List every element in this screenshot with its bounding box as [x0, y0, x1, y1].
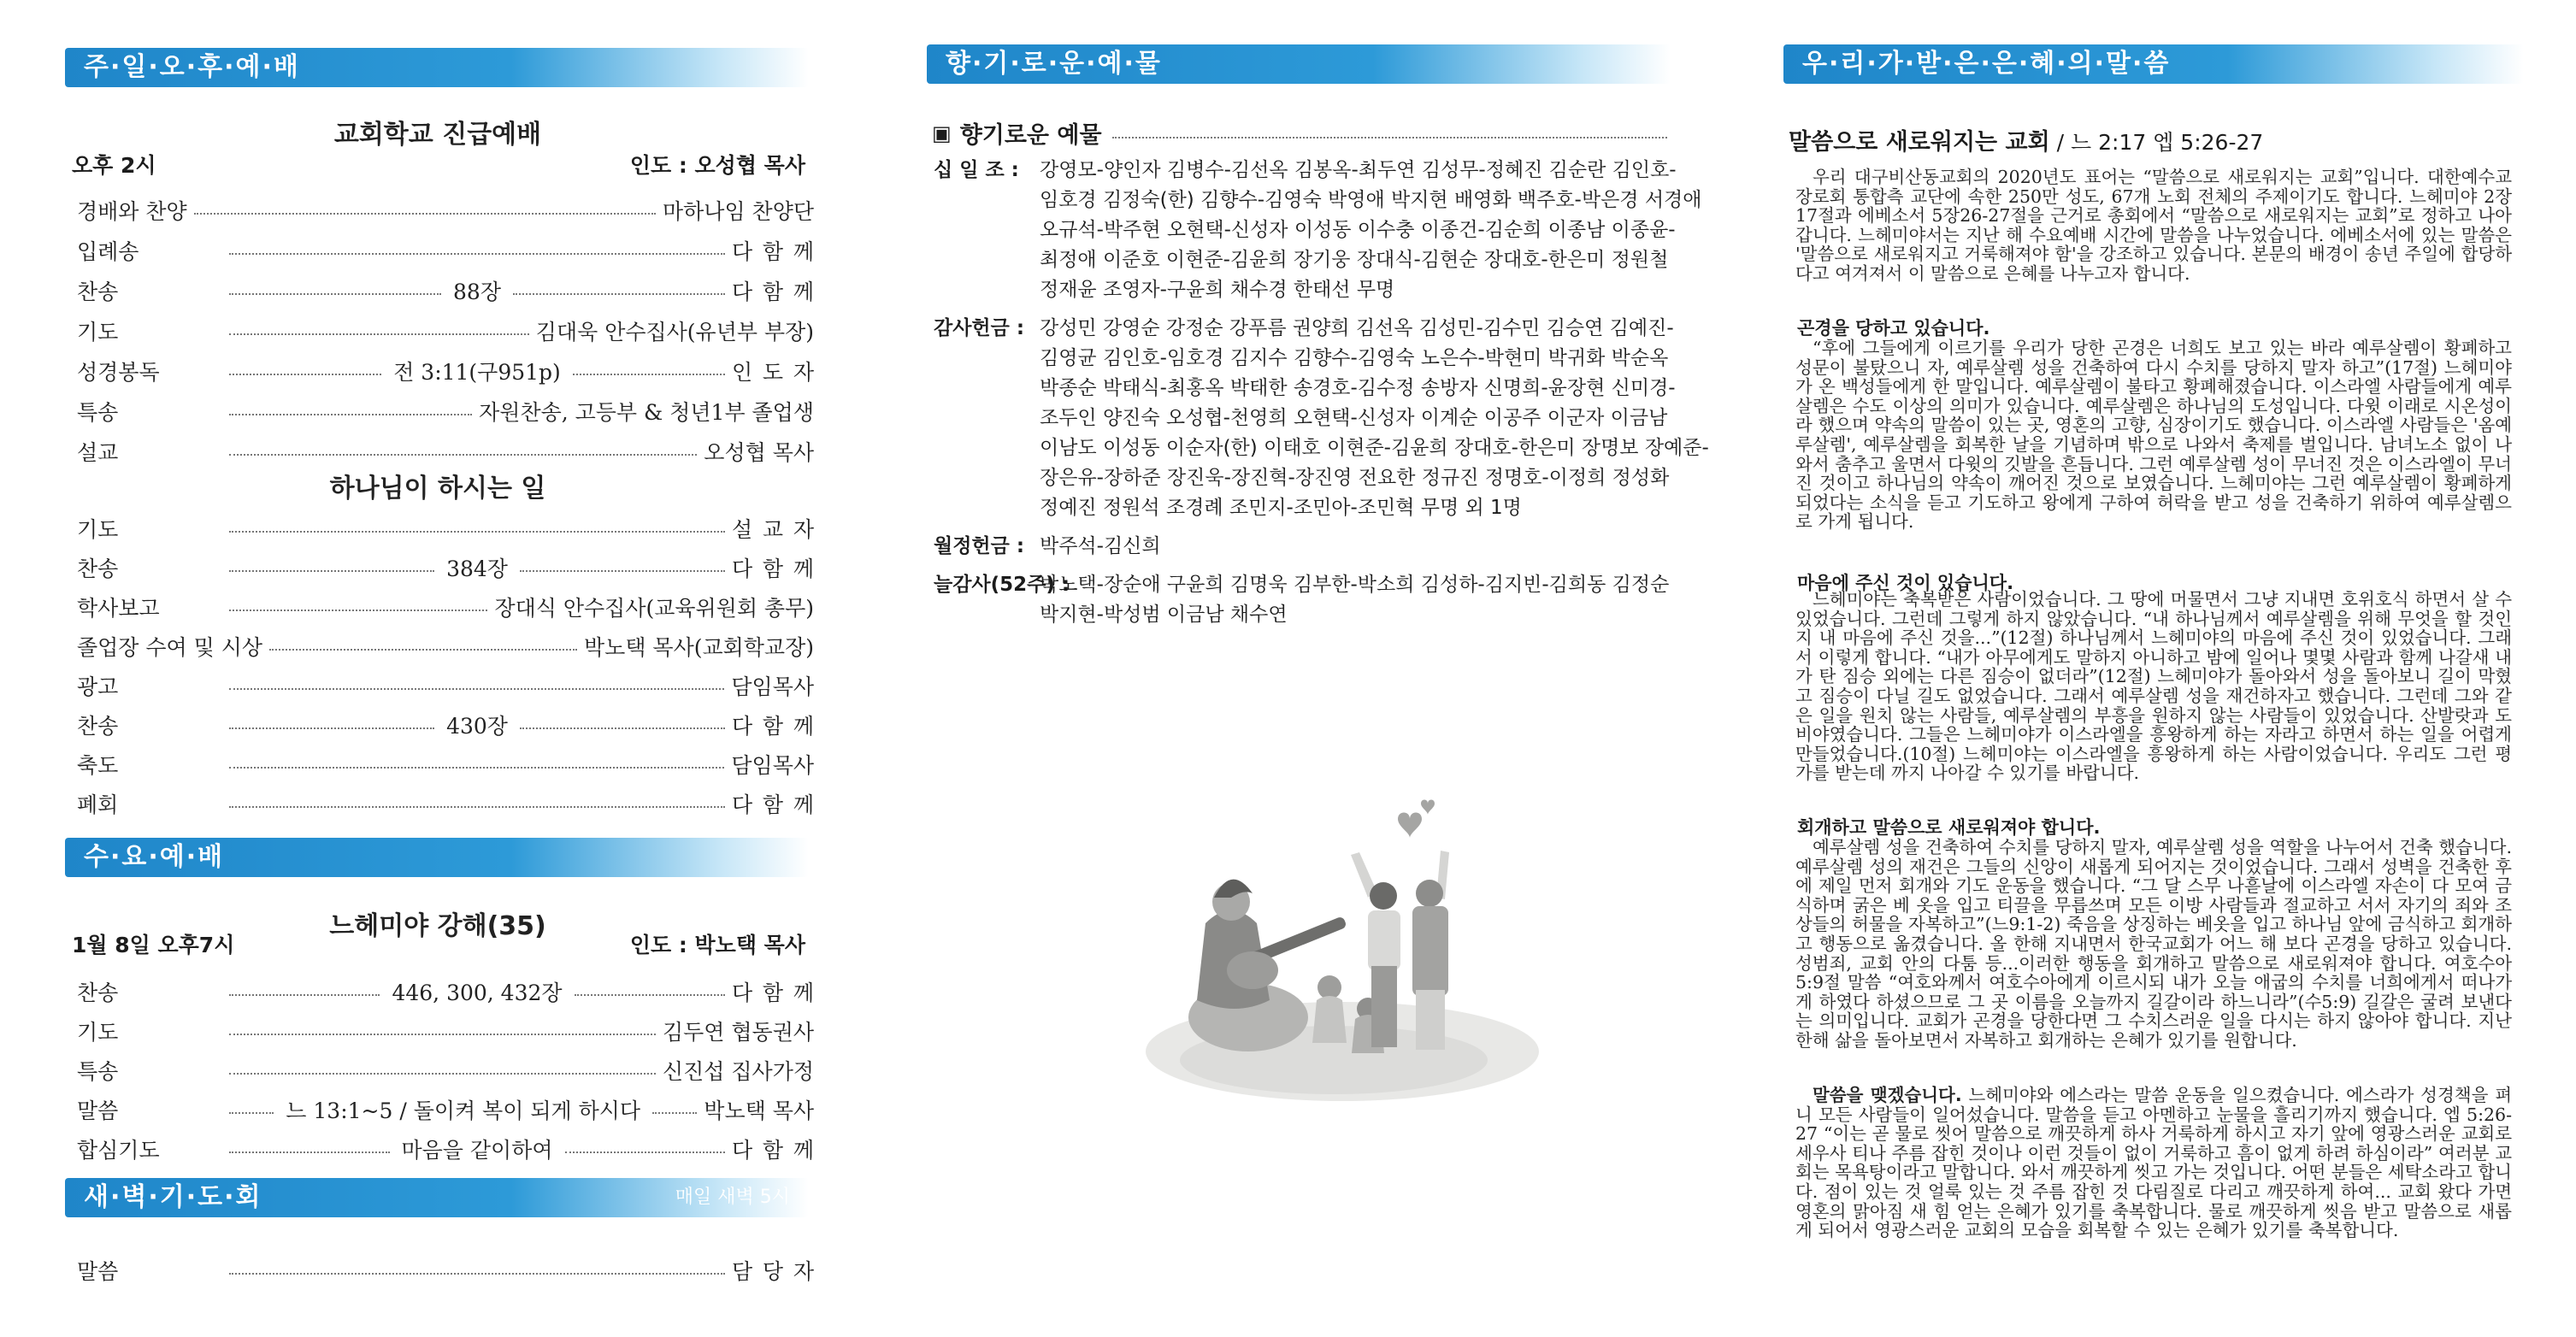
order-label: 설교	[77, 440, 119, 465]
order-leader-dots	[222, 410, 479, 412]
school-worship-title: 교회학교 진급예배	[333, 120, 542, 150]
wednesday-banner	[65, 838, 809, 877]
sermon-heading-1: 곤경을 당하고 있습니다.	[1797, 318, 1990, 339]
sermon-heading-3: 회개하고 말씀으로 새로워져야 합니다.	[1797, 817, 2101, 838]
sermon-intro-paragraph: 우리 대구비산동교회의 2020년도 표어는 “말씀으로 새로워지는 교회”입니다. 대한예수교장로회 통합측 교단에 속한 250만 성도, 67개 노회 전체의 주제이기도 합니다. 느헤미야 2장17절과 에베소서 5장26-27절을 근거로 총회에서 “말씀으로 새로워지는 교회”로 정하고 나아갑니다. 느헤미야서는 지난 해 수요예배 시간에 말씀을 나누었습니다. 에베소서에 있는 말씀은 '말씀으로 새로워지고 거룩해져야 함'을 강조하고 있습니다. 본문의 배경이 송년 주일에 합당하다고 여겨져서 이 말씀으로 은혜를 나누고자 합니다.	[1795, 167, 2512, 284]
order-row	[77, 274, 814, 308]
offering-name-line: 최정애 이준호 이현준-김윤희 장기웅 장대식-김현순 장대호-한은미 정원철	[1040, 249, 1669, 271]
order-responsible: 신진섭 집사가정	[663, 1059, 814, 1084]
title-leader-dots	[1112, 137, 1667, 138]
sermon-paragraph-2: 느헤미야는 축복받은 사람이었습니다. 그 땅에 머물면서 그냥 지내면 호위호식 하면서 살 수 있었습니다. 그런데 그렇게 하지 않았습니다. “내 하나님께서 예루살렘을 위해 무엇을 할 것인지 내 마음에 주신 것을...”(12절) 하나님께서 느헤미야의 마음에 주신 것이 있었습니다. 그래서 이렇게 합니다. “내가 아무에게도 말하지 아니하고 밤에 일어나 몇몇 사람과 함께 나갈새 내가 탄 짐승 외에는 다른 짐승이 없더라”(12절) 느헤미야가 돌아와서 성을 돌아보니 길이 막혔고 짐승이 다닐 길도 없었습니다. 그래서 예루살렘 성을 재건하자고 했습니다. 그런데 그와 같은 일을 원치 않는 사람들, 예루살렘의 부흥을 원하지 않는 사람들이 있었습니다. 산발랏과 도비야였습니다. 그들은 느헤미야가 이스라엘을 흥왕하게 하는 자라고 하면서 하는 일을 어렵게 만들었습니다.(10절) 느헤미야는 이스라엘을 흥왕하게 하는 사람이었습니다. 우리도 그런 평가를 받는데 까지 나아갈 수 있기를 바랍니다.	[1795, 589, 2512, 784]
order-row	[77, 354, 814, 388]
order-label: 특송	[77, 1059, 119, 1084]
order-label: 특송	[77, 400, 119, 425]
order-label: 찬송	[77, 981, 119, 1005]
order-responsible: 인 도 자	[732, 360, 814, 385]
order-leader-dots	[222, 685, 731, 686]
order-responsible: 마하나임 찬양단	[663, 199, 814, 224]
order-label: 찬송	[77, 557, 119, 581]
order-leader-dots	[222, 330, 536, 332]
sunday-pm-banner-text: 주·일·오·후·예·배	[84, 52, 300, 82]
order-label: 찬송	[77, 280, 119, 304]
order-responsible: 담임목사	[731, 674, 814, 699]
offering-name-line: 박종순 박태식-최홍옥 박태한 송경호-김수정 송방자 신명희-윤장현 신미경-	[1040, 377, 1676, 399]
offering-name-line: 정예진 정원석 조경례 조민지-조민아-조민혁 무명 외 1명	[1040, 497, 1522, 519]
order-row	[77, 629, 814, 663]
order-responsible: 김대욱 안수집사(유년부 부장)	[535, 320, 814, 345]
order-row	[77, 1053, 814, 1087]
order-row	[77, 1253, 814, 1287]
order-label: 성경봉독	[77, 360, 160, 385]
sermon-column	[1780, 0, 2524, 1337]
order-leader-dots	[222, 1069, 663, 1071]
worship-order-column	[62, 0, 814, 1337]
school-worship-time: 오후 2시	[72, 153, 156, 178]
offerings-banner-text: 향·기·로·운·예·물	[946, 49, 1162, 79]
grace-banner-text: 우·리·가·받·은·은·혜·의·말·씀	[1802, 49, 2171, 79]
sermon-title	[1789, 123, 2263, 156]
order-row	[77, 975, 814, 1009]
offering-category: 십 일 조 :	[934, 159, 1019, 181]
gods-work-title: 하나님이 하시는 일	[329, 474, 546, 504]
order-label: 기도	[77, 517, 119, 542]
order-responsible: 다 함 께	[732, 239, 814, 264]
order-leader-dots	[222, 527, 732, 529]
offering-group	[934, 314, 1709, 523]
order-responsible: 자원찬송, 고등부 & 청년1부 졸업생	[479, 400, 814, 425]
order-center-text: 430장	[446, 714, 508, 739]
offerings-title	[932, 116, 1667, 150]
offering-name-line: 이남도 이성동 이순자(한) 이태호 이현준-김윤희 장대호-한은미 장명보 장예준-	[1040, 437, 1709, 459]
square-bullet-icon: ▣	[932, 121, 952, 145]
order-row	[77, 708, 814, 742]
offering-name-line: 박노택-장순애 구윤희 김명욱 김부한-박소희 김성하-김지빈-김희동 김정순	[1040, 574, 1670, 596]
order-label: 합심기도	[77, 1138, 160, 1163]
order-center-text: 느 13:1~5 / 돌이켜 복이 되게 하시다	[286, 1098, 641, 1123]
order-responsible: 오성협 목사	[704, 440, 814, 465]
offering-group	[934, 570, 1671, 630]
offering-name-line: 강성민 강영순 강정순 강푸름 권양희 김선옥 김성민-김수민 김승연 김예진-	[1040, 317, 1674, 339]
order-leader-dots	[222, 710, 732, 740]
wednesday-time: 1월 8일 오후7시	[72, 933, 235, 957]
order-responsible: 다 함 께	[732, 792, 814, 817]
order-responsible: 김두연 협동권사	[663, 1020, 814, 1045]
order-row	[77, 590, 814, 624]
offering-group	[934, 532, 1671, 562]
order-leader-dots	[222, 1269, 732, 1271]
order-center-text: 전 3:11(구951p)	[393, 360, 561, 385]
heart-icons	[1398, 800, 1435, 839]
order-responsible: 다 함 께	[732, 280, 814, 304]
offering-names	[1040, 532, 1671, 562]
sermon-paragraph-4-text: 느헤미야와 에스라는 말씀 운동을 일으켰습니다. 에스라가 성경책을 펴니 모든 사람들이 일어섰습니다. 말씀을 듣고 아멘하고 눈물을 흘리기까지 했습니다. 엡 5:26-27 “이는 곧 물로 씻어 말씀으로 깨끗하게 하사 거룩하게 하시고 자기 앞에 영광스러운 교회로 세우사 티나 주름 잡힌 것이나 이런 것들이 없이 거룩하고 흠이 없게 하려 하심이라” 여러분 교회는 목욕탕이라고 말합니다. 와서 깨끗하게 씻고 가는 것입니다. 어떤 분들은 세탁소라고 합니다. 점이 있는 것 얼룩 있는 것 주름 잡힌 것 다림질로 다리고 깨끗하게 하여... 교회 왔다 가면 영혼의 맑아짐 새 힘 얻는 은혜가 있기를 축복합니다. 물로 깨끗하게 씻음 받고 말씀으로 새롭게 되어서 영광스러운 교회의 모습을 회복할 수 있는 은혜가 있기를 축복합니다.	[1795, 1085, 2512, 1241]
order-leader-dots	[222, 763, 731, 765]
order-label: 기도	[77, 320, 119, 345]
order-row	[77, 786, 814, 821]
order-row	[77, 668, 814, 703]
order-center-text: 88장	[453, 280, 501, 304]
sermon-heading-2: 마음에 주신 것이 있습니다.	[1797, 573, 2014, 593]
wednesday-leader: 인도 : 박노택 목사	[629, 933, 805, 957]
order-leader-dots	[222, 1030, 663, 1032]
order-leader-dots	[222, 1134, 732, 1164]
order-responsible: 다 함 께	[732, 557, 814, 581]
order-label: 졸업장 수여 및 시상	[77, 635, 263, 660]
offering-name-line: 정재윤 조영자-구윤희 채수경 한태선 무명	[1040, 279, 1395, 301]
order-row	[77, 1132, 814, 1166]
order-leader-dots	[222, 451, 704, 452]
offering-name-line: 강영모-양인자 김병수-김선옥 김봉옥-최두연 김성무-정혜진 김순란 김인호-	[1040, 159, 1677, 181]
order-row	[77, 1093, 814, 1127]
order-center-text: 384장	[446, 557, 508, 581]
order-row	[77, 314, 814, 348]
order-label: 축도	[77, 753, 119, 778]
order-leader-dots	[187, 209, 663, 211]
order-row	[77, 233, 814, 268]
order-label: 기도	[77, 1020, 119, 1045]
offering-names	[1040, 314, 1709, 523]
offering-category: 감사헌금 :	[934, 317, 1025, 339]
wednesday-banner-text: 수·요·예·배	[84, 842, 225, 872]
order-leader-dots	[222, 803, 732, 804]
order-label: 광고	[77, 674, 119, 699]
order-responsible: 담임목사	[731, 753, 814, 778]
sermon-paragraph-1: “후에 그들에게 이르기를 우리가 당한 곤경은 너희도 보고 있는 바라 예루살렘이 황폐하고 성문이 불탔으니 자, 예루살렘 성을 건축하여 다시 수치를 당하지 말자 하고”(17절) 느헤미야가 온 백성들에게 한 말입니다. 예루살렘이 불타고 황폐해졌습니다. 이스라엘 사람들에게 예루살렘은 수도 이상의 의미가 있습니다. 예루살렘은 하나님의 도성입니다. 다윗 이래로 시온성이라 했으며 약속의 말씀이 있는 곳, 영혼의 고향, 심장이기도 했습니다. 이스라엘 사람들은 '옴예루살렘', 예루살렘을 회복한 날을 기념하며 밖으로 나와서 축제를 벌입니다. 남녀노소 없이 나와서 춤추고 울면서 다윗의 깃발을 흔듭니다. 그런 예루살렘 성이 무너진 것은 이스라엘이 무너진 것이고 하나님의 약속이 깨어진 것으로 보였습니다. 느헤미야는 그런 예루살렘이 황폐하게 되었다는 소식을 듣고 기도하고 왕에게 구하여 허락을 받고 성을 건축하기 위하여 예루살렘으로 가게 됩니다.	[1795, 338, 2512, 533]
order-leader-dots	[222, 1094, 704, 1125]
offering-category: 늘감사(52주) :	[934, 574, 1070, 596]
offering-name-line: 박지현-박성범 이금남 채수연	[1040, 604, 1288, 626]
sermon-reference: / 느 2:17 엡 5:26-27	[2049, 130, 2264, 155]
sunday-pm-banner	[65, 48, 809, 87]
offering-name-line: 장은유-장하준 장진욱-장진혁-장진영 전요한 정규진 정명호-이정희 정성화	[1040, 467, 1670, 489]
sermon-heading-4: 말씀을 맺겠습니다.	[1813, 1085, 1962, 1105]
order-row	[77, 193, 814, 227]
order-row	[77, 511, 814, 545]
offerings-banner	[927, 44, 1671, 84]
sermon-paragraph-4	[1795, 1086, 2512, 1240]
order-label: 경배와 찬양	[77, 199, 187, 224]
order-responsible: 박노택 목사	[704, 1098, 814, 1123]
worship-family-illustration	[1111, 795, 1556, 1111]
order-row	[77, 394, 814, 428]
order-label: 말씀	[77, 1098, 119, 1123]
order-responsible: 박노택 목사(교회학교장)	[584, 635, 814, 660]
sermon-title-text: 말씀으로 새로워지는 교회	[1789, 129, 2050, 156]
order-label: 폐회	[77, 792, 119, 817]
order-label: 말씀	[77, 1259, 119, 1284]
offering-name-line: 김영균 김인호-임호경 김지수 김향수-김영숙 노은수-박현미 박귀화 박순옥	[1040, 347, 1669, 369]
offering-group	[934, 156, 1702, 305]
order-label: 학사보고	[77, 596, 160, 621]
order-leader-dots	[222, 976, 732, 1007]
order-leader-dots	[262, 645, 584, 647]
order-responsible: 장대식 안수집사(교육위원회 총무)	[494, 596, 814, 621]
order-responsible: 다 함 께	[732, 1138, 814, 1163]
order-leader-dots	[222, 275, 732, 306]
offering-category: 월정헌금 :	[934, 535, 1025, 557]
offering-names	[1040, 570, 1671, 630]
order-leader-dots	[222, 356, 732, 386]
order-row	[77, 551, 814, 585]
dawn-banner-text: 새·벽·기·도·회	[84, 1182, 262, 1212]
offering-name-line: 박주석-김신희	[1040, 535, 1161, 557]
order-leader-dots	[222, 606, 494, 608]
order-leader-dots	[222, 552, 732, 583]
order-responsible: 다 함 께	[732, 981, 814, 1005]
order-row	[77, 1014, 814, 1048]
dawn-banner	[65, 1178, 809, 1217]
order-label: 찬송	[77, 714, 119, 739]
order-responsible: 담 당 자	[732, 1259, 814, 1284]
offerings-title-text: 향기로운 예물	[959, 122, 1102, 149]
wednesday-title: 느헤미야 강해(35)	[329, 911, 546, 941]
order-center-text: 마음을 같이하여	[401, 1138, 553, 1163]
order-row	[77, 434, 814, 468]
order-responsible: 다 함 께	[732, 714, 814, 739]
offering-name-line: 조두인 양진숙 오성협-천영희 오현택-신성자 이계순 이공주 이군자 이금남	[1040, 407, 1668, 429]
offerings-column	[923, 0, 1709, 1337]
grace-banner	[1783, 44, 2524, 84]
order-center-text: 446, 300, 432장	[392, 981, 563, 1005]
dawn-banner-note: 매일 새벽 5시	[675, 1187, 790, 1208]
offering-name-line: 오규석-박주현 오현택-신성자 이성동 이수충 이종건-김순희 이종남 이종윤-	[1040, 219, 1676, 241]
order-row	[77, 747, 814, 781]
order-label: 입례송	[77, 239, 139, 264]
offering-names	[1040, 156, 1702, 305]
school-worship-leader: 인도 : 오성협 목사	[629, 153, 805, 178]
sermon-paragraph-3: 예루살렘 성을 건축하여 수치를 당하지 말자, 예루살렘 성을 역할을 나누어서 건축 했습니다. 예루살렘 성의 재건은 그들의 신앙이 새롭게 되어지는 것이었습니다. 그래서 성벽을 건축한 후에 제일 먼저 회개와 기도 운동을 했습니다. “그 달 스무 나흗날에 이스라엘 자손이 다 모여 금식하며 굵은 베 옷을 입고 티끌을 무릅쓰며 모든 이방 사람들과 절교하고 서서 자기의 죄와 조상들의 허물을 자복하고”(느9:1-2) 죽음을 상징하는 베옷을 입고 하나님 앞에 금식하고 회개하고 행동으로 옮겼습니다. 올 한해 지내면서 한국교회가 어느 해 보다 곤경을 당하고 있습니다. 성범죄, 교회 안의 다툼 등...이러한 행동을 회개하고 말씀으로 새로워져야 합니다. 여호수아 5:9절 말씀 “여호와께서 여호수아에게 이르시되 내가 오늘 애굽의 수치를 너희에게서 떠나가게 하였다 하셨으므로 그 곳 이름을 오늘까지 길갈이라 하느니라”(수5:9) 길갈은 굴려 보낸다는 의미입니다. 교회가 곤경을 당한다면 그 수치스러운 일을 다시는 하지 않아야 합니다. 지난 한해 삶을 돌아보면서 자복하고 회개하는 은혜가 있기를 원합니다.	[1795, 837, 2512, 1051]
order-responsible: 설 교 자	[732, 517, 814, 542]
order-leader-dots	[222, 250, 732, 251]
offering-name-line: 임호경 김정숙(한) 김향수-김영숙 박영애 박지현 배영화 백주호-박은경 서경애	[1040, 189, 1702, 211]
